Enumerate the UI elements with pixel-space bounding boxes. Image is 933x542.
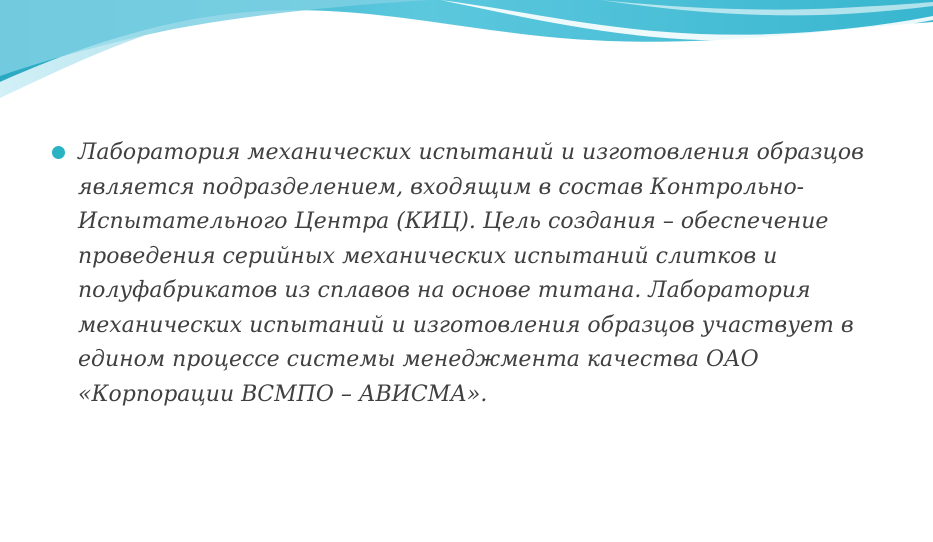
bullet-circle-icon	[52, 146, 65, 159]
content-area	[52, 136, 872, 412]
bullet-item	[52, 136, 872, 412]
header-wave-decoration	[0, 0, 933, 110]
bullet-text: Лаборатория механических испытаний и изготовления образцов является подразделением, входящим в состав Контрольно-Испытательного Центра (КИЦ). Цель создания – обеспечение проведения серийных механических испытаний слитков и полуфабрикатов из сплавов на основе титана. Лаборатория механических испытаний и изготовления образцов участвует в едином процессе системы менеджмента качества ОАО «Корпорации ВСМПО – АВИСМА».	[78, 140, 864, 407]
